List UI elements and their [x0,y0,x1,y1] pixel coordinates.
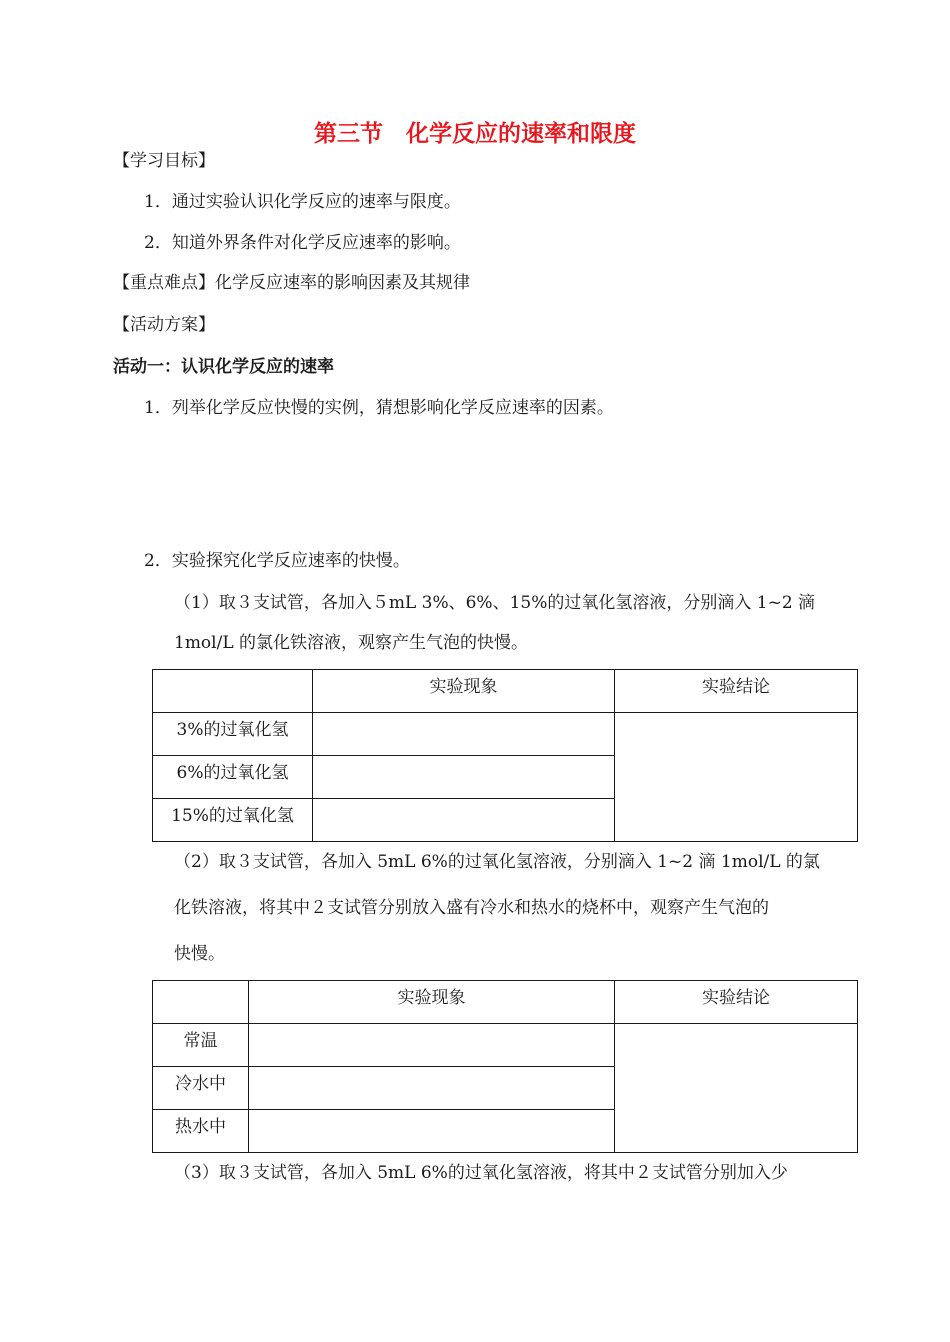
item-2: 2．实验探究化学反应速率的快慢。 [144,551,410,571]
page-title: 第三节 化学反应的速率和限度 [314,120,636,147]
experiment-table-1 [152,669,858,842]
exp2-line3: 快慢。 [174,944,225,964]
table1-row-label: 15%的过氧化氢 [153,799,313,842]
table1-header-conclusion: 实验结论 [615,670,858,713]
table2-row-label: 冷水中 [153,1067,249,1110]
table2-header-phenomenon: 实验现象 [249,981,615,1024]
activity1-title: 活动一：认识化学反应的速率 [113,357,334,377]
table2-corner-cell [153,981,249,1024]
exp3-line1: （3）取３支试管，各加入 5mL 6%的过氧化氢溶液，将其中２支试管分别加入少 [174,1163,788,1183]
table1-row-label: 6%的过氧化氢 [153,756,313,799]
item-1: 1．列举化学反应快慢的实例，猜想影响化学反应速率的因素。 [144,398,614,418]
exp1-line2: 1mol/L 的氯化铁溶液，观察产生气泡的快慢。 [174,633,529,653]
table2-phenomenon-cell[interactable] [249,1067,615,1110]
exp2-line1: （2）取３支试管，各加入 5mL 6%的过氧化氢溶液，分别滴入 1~2 滴 1mol/L 的氯 [174,852,820,872]
table2-phenomenon-cell[interactable] [249,1024,615,1067]
exp2-line2: 化铁溶液，将其中２支试管分别放入盛有冷水和热水的烧杯中，观察产生气泡的 [174,898,769,918]
table2-row-label: 热水中 [153,1110,249,1153]
key-points: 【重点难点】化学反应速率的影响因素及其规律 [113,273,470,293]
table1-corner-cell [153,670,313,713]
objective-1: 1．通过实验认识化学反应的速率与限度。 [144,192,461,212]
table1-row-label: 3%的过氧化氢 [153,713,313,756]
exp1-line1: （1）取３支试管，各加入５mL 3%、6%、15%的过氧化氢溶液，分别滴入 1~2 滴 [174,593,816,613]
table1-header-phenomenon: 实验现象 [313,670,615,713]
table1-conclusion-cell[interactable] [615,713,858,842]
table1-phenomenon-cell[interactable] [313,713,615,756]
table2-row-label: 常温 [153,1024,249,1067]
table2-header-conclusion: 实验结论 [615,981,858,1024]
objectives-header: 【学习目标】 [113,151,215,171]
plan-header: 【活动方案】 [113,315,215,335]
table2-phenomenon-cell[interactable] [249,1110,615,1153]
table1-phenomenon-cell[interactable] [313,756,615,799]
table1-phenomenon-cell[interactable] [313,799,615,842]
experiment-table-2 [152,980,858,1153]
objective-2: 2．知道外界条件对化学反应速率的影响。 [144,233,461,253]
table2-conclusion-cell[interactable] [615,1024,858,1153]
